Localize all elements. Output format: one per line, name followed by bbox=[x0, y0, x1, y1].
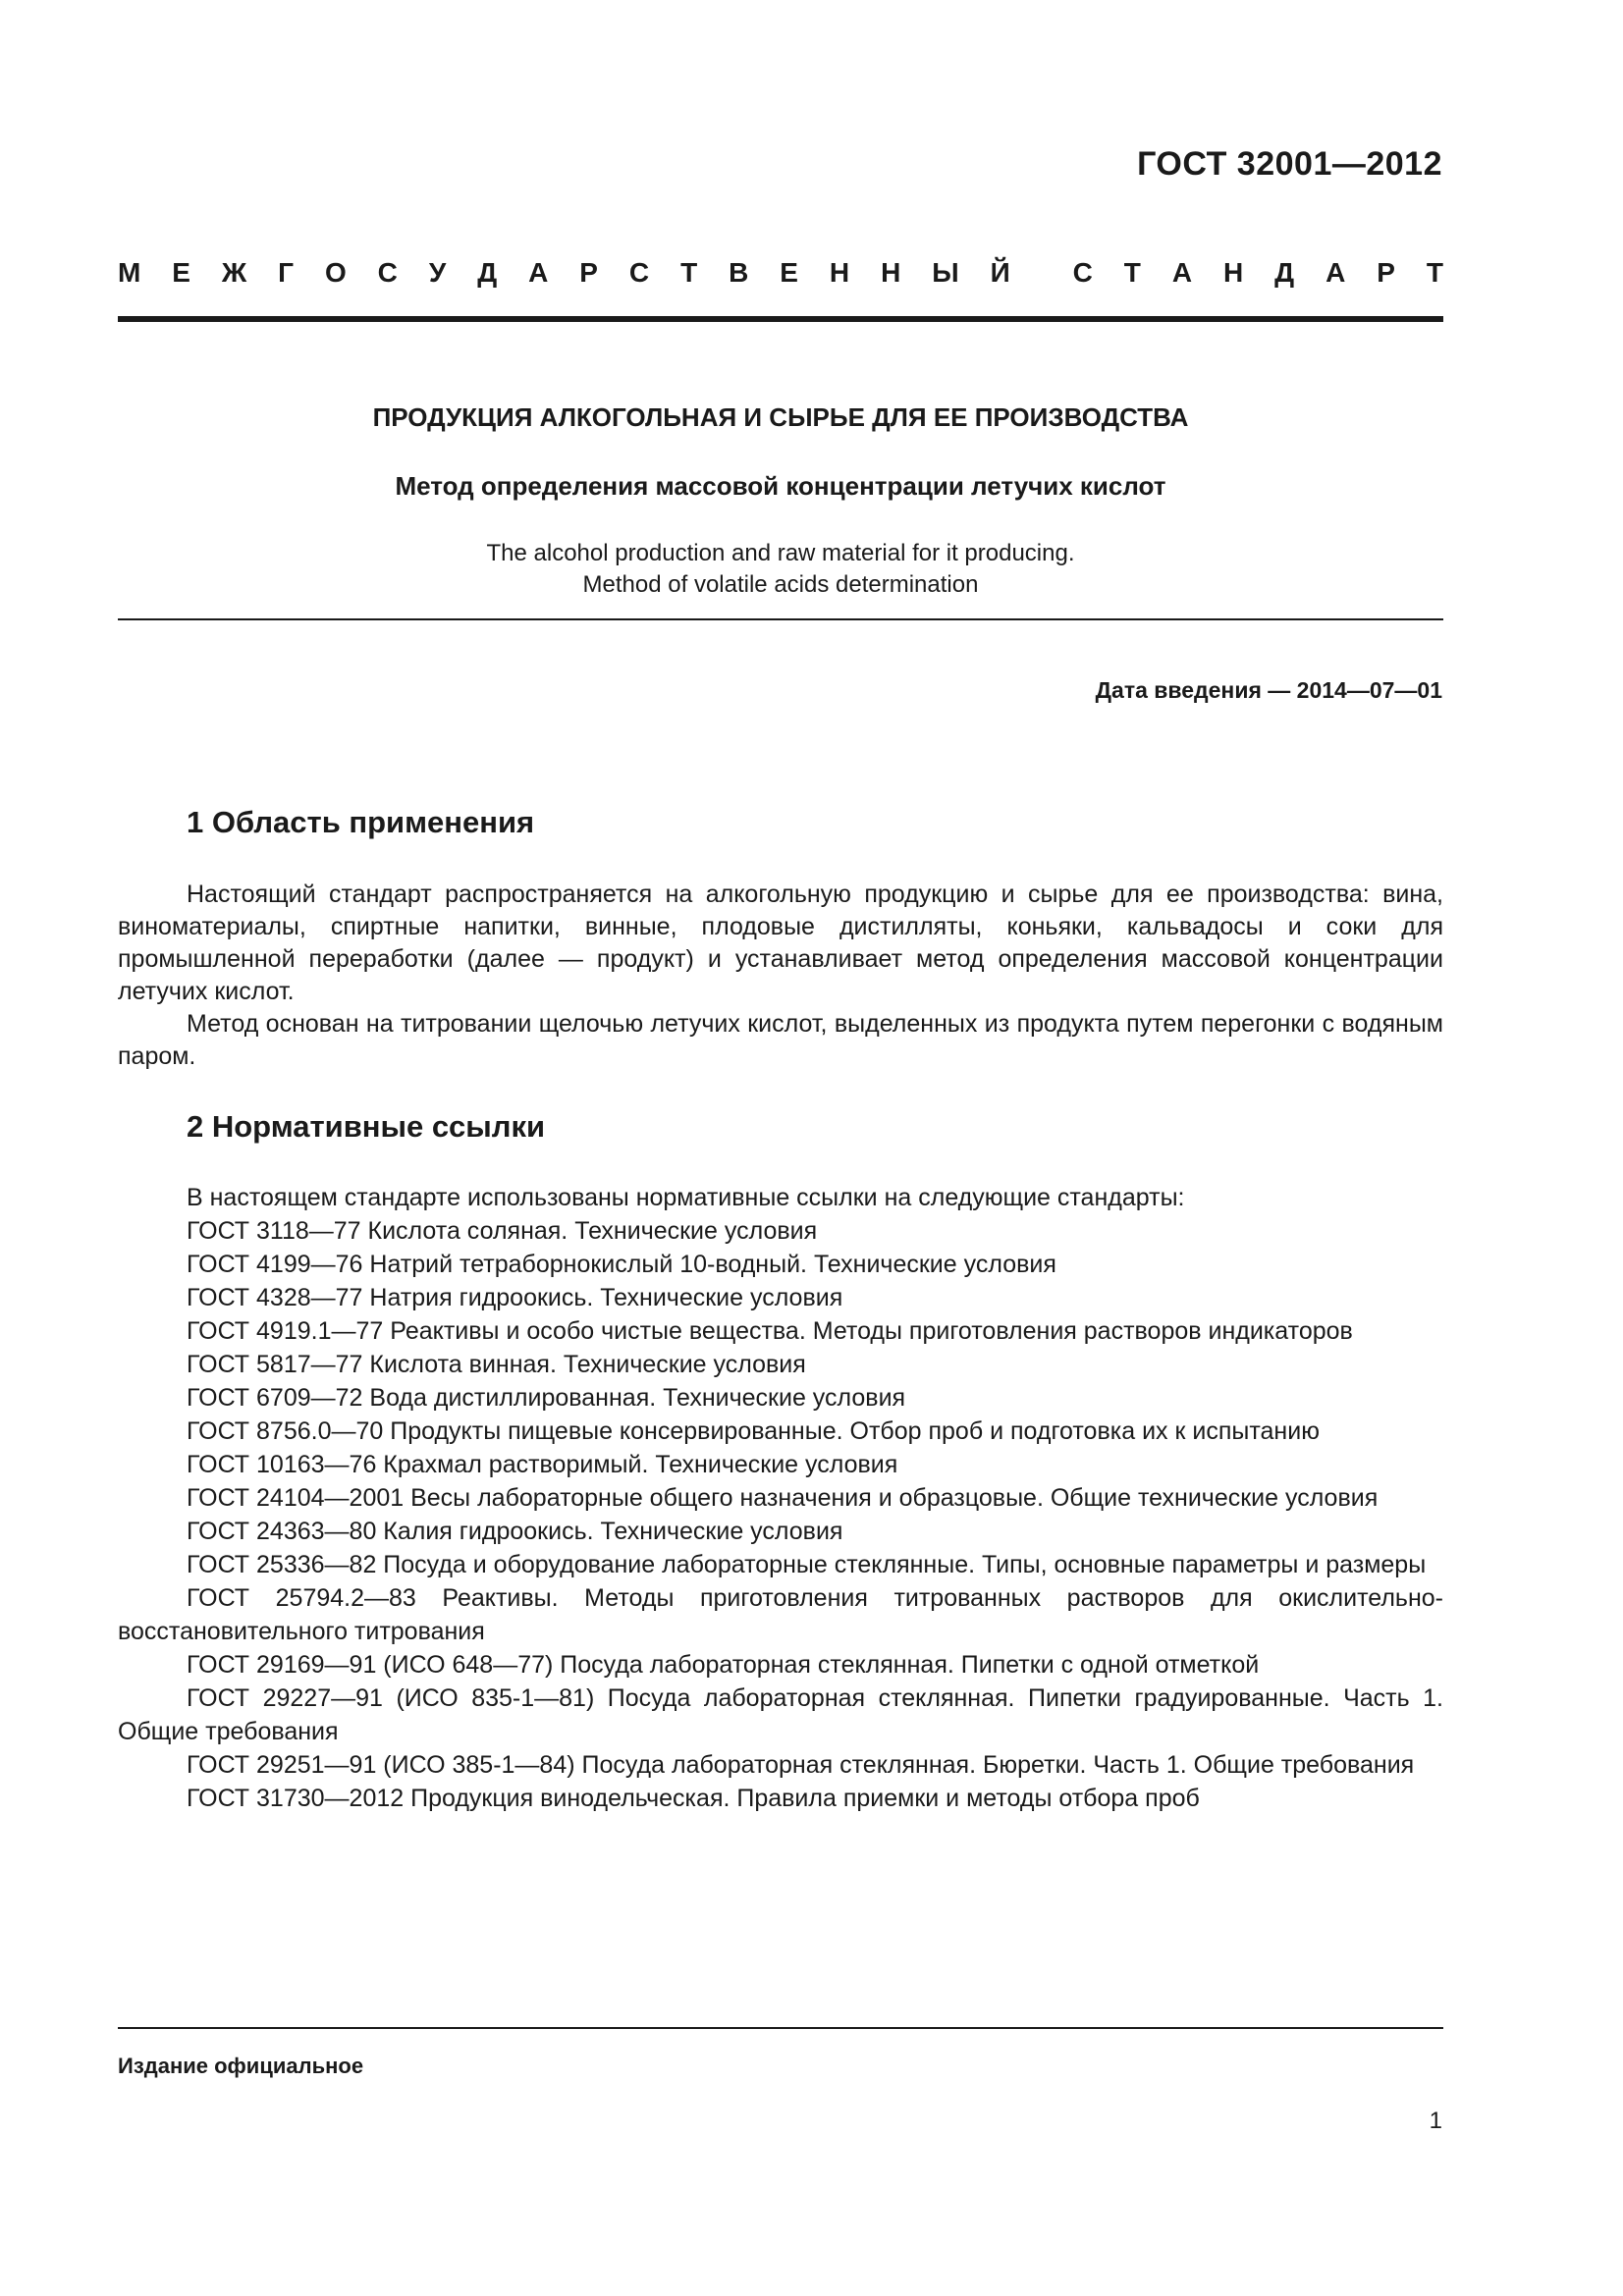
banner-letter: Т bbox=[1426, 257, 1443, 288]
reference-item: ГОСТ 10163—76 Крахмал растворимый. Технические условия bbox=[187, 1451, 898, 1478]
banner-letter: Й bbox=[990, 257, 1010, 288]
section-1-paragraph-2: Метод основан на титровании щелочью летучих кислот, выделенных из продукта путем перегонки с водяным паром. bbox=[118, 1010, 1443, 1070]
banner-letter: Д bbox=[477, 257, 498, 288]
banner-letter: Р bbox=[1377, 257, 1395, 288]
english-title-line-1: The alcohol production and raw material for it producing. bbox=[486, 540, 1075, 566]
reference-item: ГОСТ 6709—72 Вода дистиллированная. Технические условия bbox=[187, 1384, 906, 1412]
reference-item: ГОСТ 3118—77 Кислота соляная. Технические условия bbox=[187, 1217, 818, 1245]
banner-letter: С bbox=[1072, 257, 1093, 288]
reference-item: ГОСТ 24104—2001 Весы лабораторные общего назначения и образцовые. Общие технические условия bbox=[187, 1484, 1379, 1512]
banner-letter: Е bbox=[780, 257, 798, 288]
section-1-body bbox=[118, 879, 1443, 1073]
reference-item: ГОСТ 25336—82 Посуда и оборудование лабораторные стеклянные. Типы, основные параметры и размеры bbox=[187, 1551, 1427, 1578]
title-rule bbox=[118, 618, 1443, 620]
banner-letter: Н bbox=[1223, 257, 1244, 288]
english-title-line-2: Method of volatile acids determination bbox=[582, 571, 979, 598]
banner-letter: Е bbox=[172, 257, 190, 288]
introduction-date: Дата введения — 2014—07—01 bbox=[1095, 677, 1442, 703]
reference-item: ГОСТ 4199—76 Натрий тетраборнокислый 10-водный. Технические условия bbox=[187, 1251, 1056, 1278]
banner-letter: Г bbox=[278, 257, 295, 288]
reference-item: ГОСТ 29227—91 (ИСО 835-1—81) Посуда лабораторная стеклянная. Пипетки градуированные. Часть 1. Общие требования bbox=[118, 1684, 1443, 1745]
banner-letter: Ы bbox=[932, 257, 959, 288]
banner-letter: М bbox=[118, 257, 141, 288]
reference-item: ГОСТ 29251—91 (ИСО 385-1—84) Посуда лабораторная стеклянная. Бюретки. Часть 1. Общие требования bbox=[187, 1751, 1415, 1779]
document-title: ПРОДУКЦИЯ АЛКОГОЛЬНАЯ И СЫРЬЕ ДЛЯ ЕЕ ПРОИЗВОДСТВА bbox=[372, 402, 1189, 432]
standard-banner bbox=[118, 257, 1443, 289]
section-1-heading: 1 Область применения bbox=[187, 805, 535, 839]
reference-item: ГОСТ 4328—77 Натрия гидроокись. Технические условия bbox=[187, 1284, 843, 1311]
banner-letter: С bbox=[628, 257, 650, 288]
reference-item: ГОСТ 29169—91 (ИСО 648—77) Посуда лабораторная стеклянная. Пипетки с одной отметкой bbox=[187, 1651, 1260, 1679]
reference-item: ГОСТ 24363—80 Калия гидроокись. Технические условия bbox=[187, 1518, 843, 1545]
reference-item: ГОСТ 5817—77 Кислота винная. Технические условия bbox=[187, 1351, 806, 1378]
banner-letter: Р bbox=[579, 257, 598, 288]
section-1-paragraph-1: Настоящий стандарт распространяется на алкогольную продукцию и сырье для ее производства: вина, виноматериалы, спиртные напитки, винные, плодовые дистилляты, коньяки, кальвадосы и соки для промышленной переработки (далее — продукт) и устанавливает метод определения массовой концентрации летучих кислот. bbox=[118, 881, 1443, 1005]
banner-letter: А bbox=[1171, 257, 1193, 288]
document-subtitle: Метод определения массовой концентрации летучих кислот bbox=[395, 471, 1166, 501]
reference-item: ГОСТ 25794.2—83 Реактивы. Методы приготовления титрованных растворов для окислительно-восстановительного титрования bbox=[118, 1584, 1443, 1645]
banner-letter: С bbox=[377, 257, 398, 288]
standard-number: ГОСТ 32001—2012 bbox=[1137, 145, 1442, 183]
banner-letter: А bbox=[1325, 257, 1346, 288]
banner-letter: А bbox=[528, 257, 549, 288]
english-title bbox=[118, 538, 1443, 601]
banner-letter: Д bbox=[1274, 257, 1295, 288]
reference-item: ГОСТ 31730—2012 Продукция винодельческая. Правила приемки и методы отбора проб bbox=[187, 1785, 1200, 1812]
banner-letter: Ж bbox=[221, 257, 247, 288]
banner-letter: Н bbox=[829, 257, 850, 288]
reference-item: ГОСТ 4919.1—77 Реактивы и особо чистые вещества. Методы приготовления растворов индикаторов bbox=[187, 1317, 1353, 1345]
footer-rule bbox=[118, 2027, 1443, 2029]
banner-letter: У bbox=[428, 257, 447, 288]
banner-letter: В bbox=[729, 257, 749, 288]
edition-note: Издание официальное bbox=[118, 2054, 364, 2078]
banner-letter: Н bbox=[881, 257, 901, 288]
section-2-heading: 2 Нормативные ссылки bbox=[187, 1109, 546, 1144]
references-list bbox=[118, 1181, 1443, 1815]
banner-letter: Т bbox=[680, 257, 698, 288]
header-rule bbox=[118, 316, 1443, 322]
references-intro: В настоящем стандарте использованы нормативные ссылки на следующие стандарты: bbox=[187, 1184, 1185, 1211]
banner-letter: О bbox=[324, 257, 347, 288]
reference-item: ГОСТ 8756.0—70 Продукты пищевые консервированные. Отбор проб и подготовка их к испытанию bbox=[187, 1417, 1320, 1445]
page-number: 1 bbox=[1429, 2108, 1442, 2134]
banner-letter: Т bbox=[1123, 257, 1141, 288]
